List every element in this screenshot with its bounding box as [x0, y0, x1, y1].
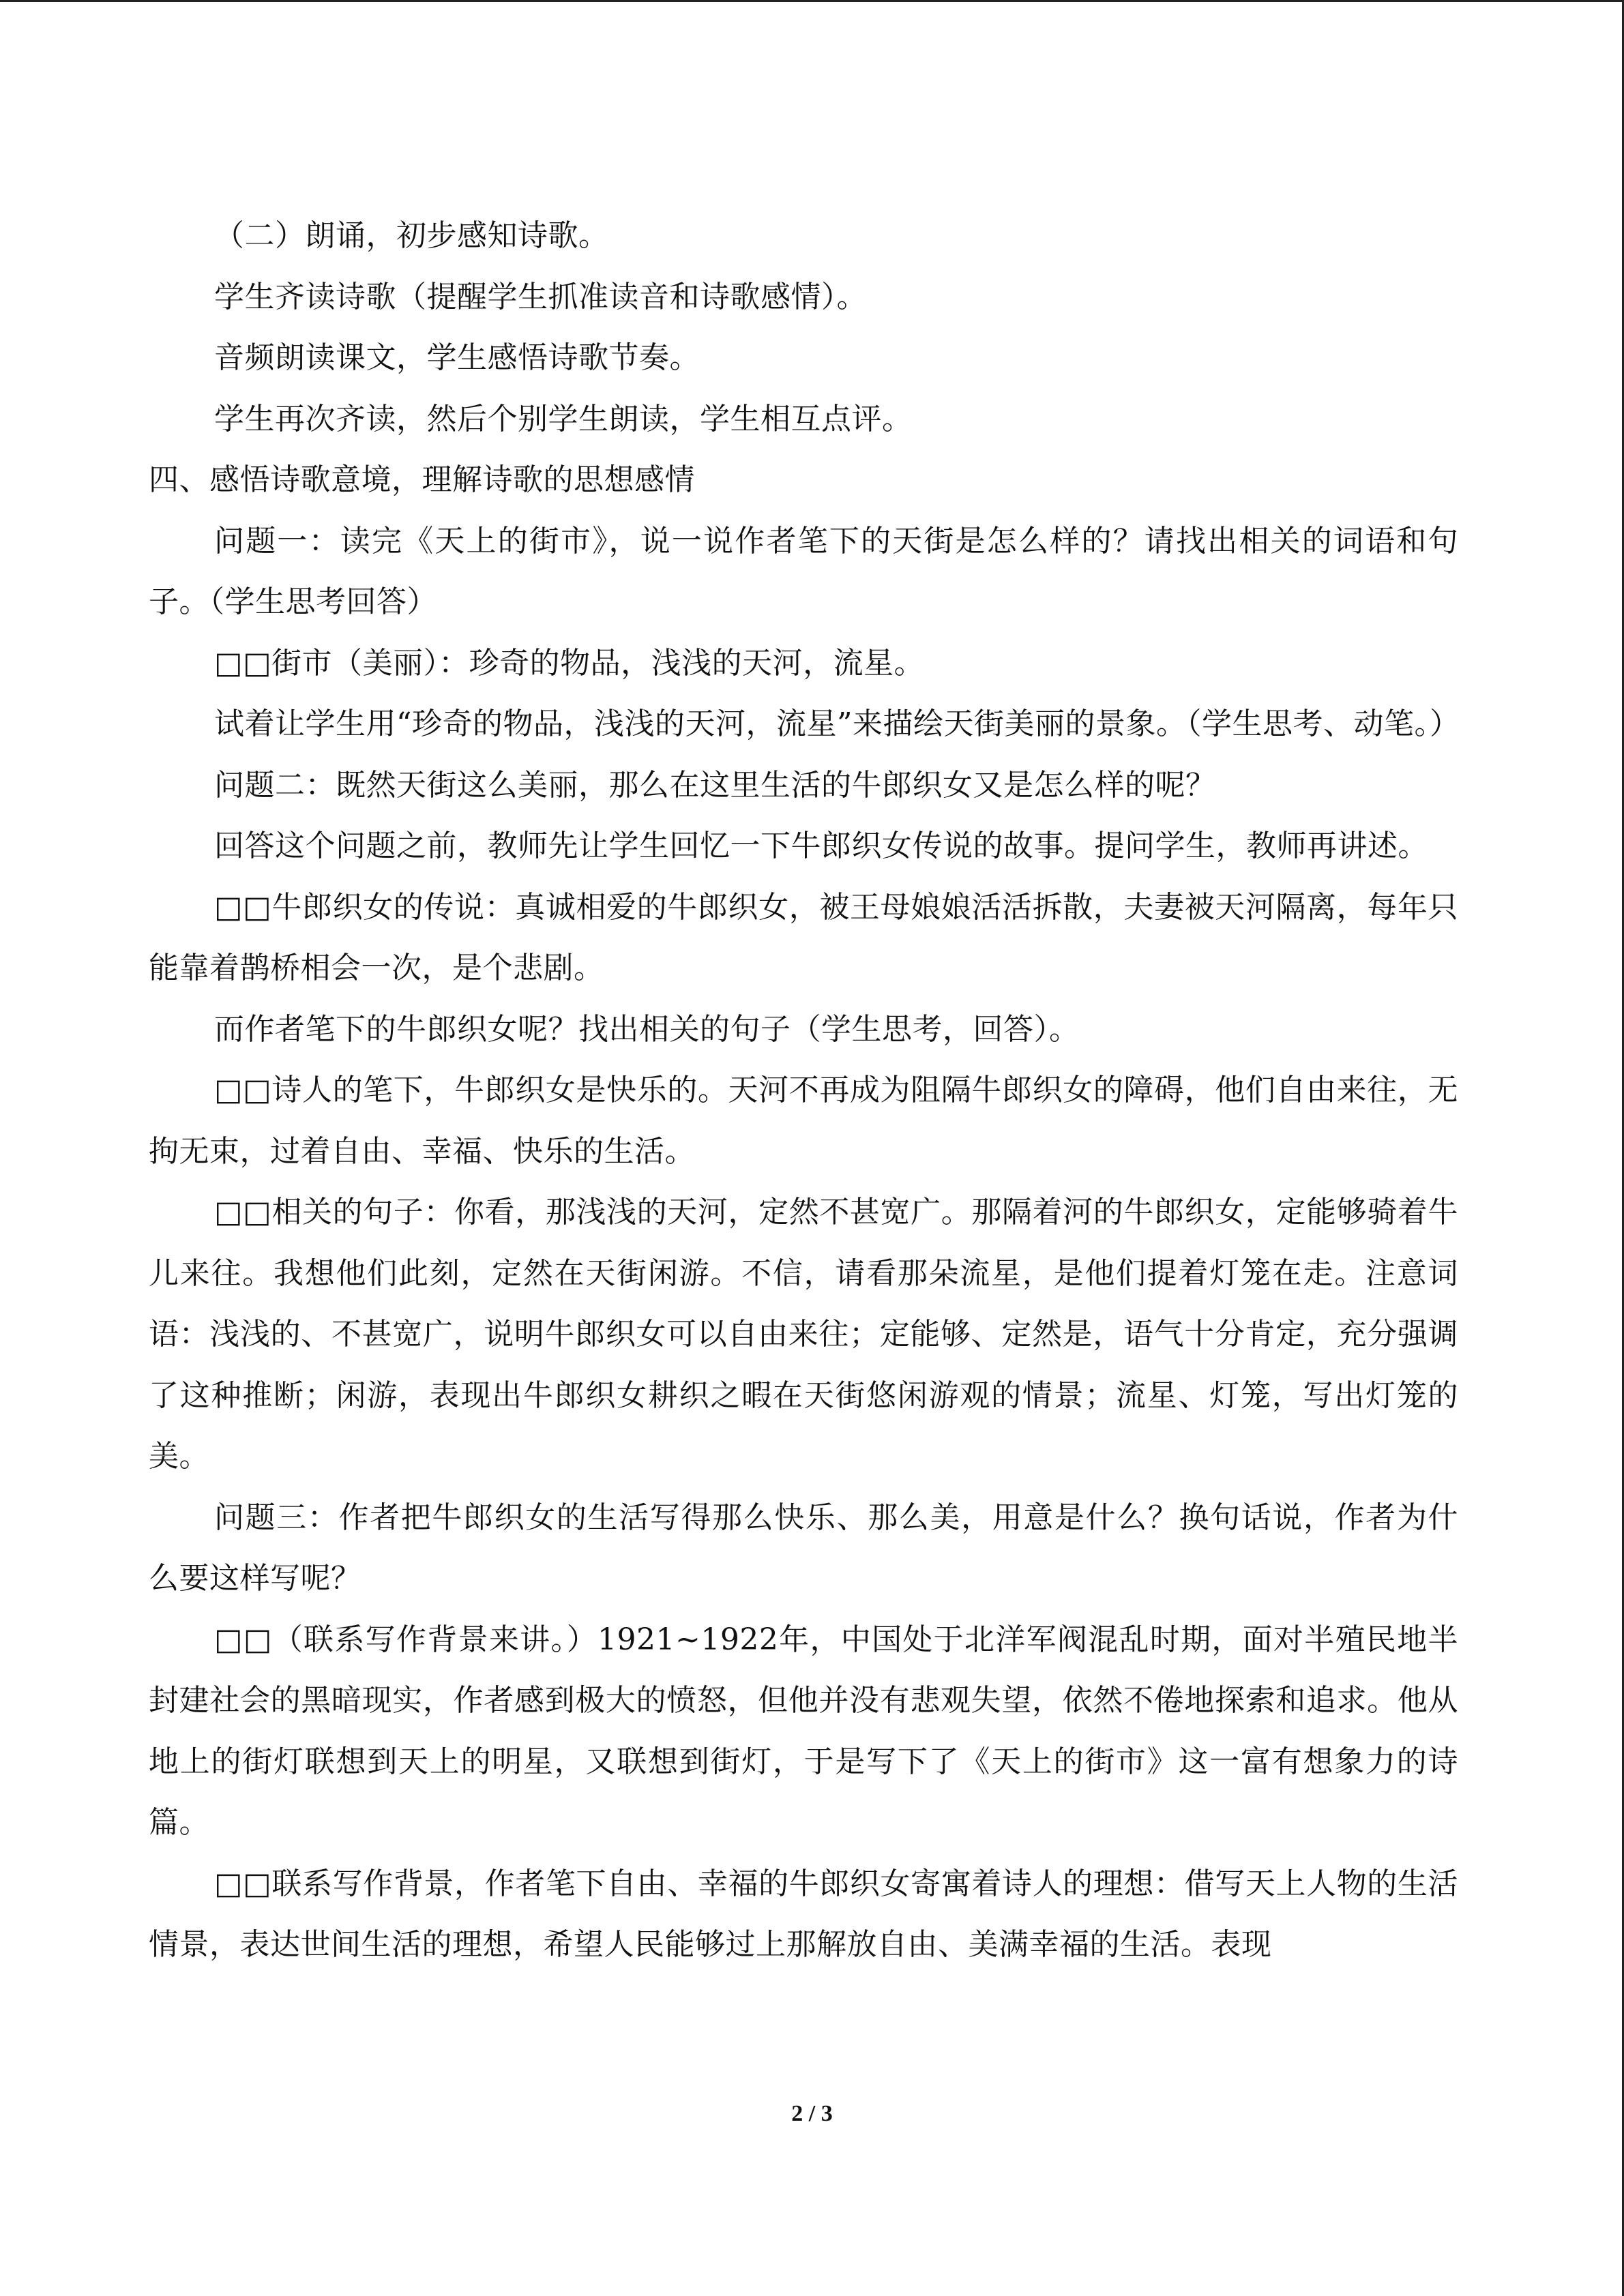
paragraph: （二）朗诵，初步感知诗歌。	[214, 218, 609, 253]
paragraph: 学生齐读诗歌（提醒学生抓准读音和诗歌感情）。	[214, 279, 867, 314]
paragraph: 而作者笔下的牛郎织女呢？找出相关的句子（学生思考，回答）。	[214, 1011, 1080, 1047]
paragraph: 学生再次齐读，然后个别学生朗读，学生相互点评。	[214, 401, 913, 436]
paragraph: 问题一：读完《天上的街市》，说一说作者笔下的天街是怎么样的？请找出相关的词语和句子。（学生思考回答）	[149, 523, 1458, 619]
paragraph: □□联系写作背景，作者笔下自由、幸福的牛郎织女寄寓着诗人的理想：借写天上人物的生活情景，表达世间生活的理想，希望人民能够过上那解放自由、美满幸福的生活。表现	[149, 1866, 1458, 1962]
paragraph: □□相关的句子：你看，那浅浅的天河，定然不甚宽广。那隔着河的牛郎织女，定能够骑着牛儿来往。我想他们此刻，定然在天街闲游。不信，请看那朵流星，是他们提着灯笼在走。注意词语：浅浅的、不甚宽广，说明牛郎织女可以自由来往；定能够、定然是，语气十分肯定，充分强调了这种推断；闲游，表现出牛郎织女耕织之暇在天街悠闲游观的情景；流星、灯笼，写出灯笼的美。	[149, 1195, 1458, 1474]
paragraph: □□（联系写作背景来讲。）1921~1922年，中国处于北洋军阀混乱时期，面对半殖民地半封建社会的黑暗现实，作者感到极大的愤怒，但他并没有悲观失望，依然不倦地探索和追求。他从地上的街灯联想到天上的明星，又联想到街灯，于是写下了《天上的街市》这一富有想象力的诗篇。	[149, 1622, 1458, 1840]
paragraph: 回答这个问题之前，教师先让学生回忆一下牛郎织女传说的故事。提问学生，教师再讲述。	[214, 829, 1428, 863]
paragraph: 问题三：作者把牛郎织女的生活写得那么快乐、那么美，用意是什么？换句话说，作者为什么要这样写呢？	[149, 1500, 1458, 1596]
paragraph: 试着让学生用“珍奇的物品，浅浅的天河，流星”来描绘天街美丽的景象。（学生思考、动笔。）	[214, 706, 1460, 741]
paragraph: 问题二：既然天街这么美丽，那么在这里生活的牛郎织女又是怎么样的呢？	[214, 767, 1216, 803]
section-heading: 四、感悟诗歌意境，理解诗歌的思想感情	[149, 462, 695, 497]
document-body	[149, 205, 1458, 1976]
page-number: 2 / 3	[791, 2101, 833, 2126]
paragraph: □□街市（美丽）：珍奇的物品，浅浅的天河，流星。	[214, 645, 925, 681]
paragraph: □□牛郎织女的传说：真诚相爱的牛郎织女，被王母娘娘活活拆散，夫妻被天河隔离，每年只能靠着鹊桥相会一次，是个悲剧。	[149, 889, 1458, 985]
paragraph: 音频朗读课文，学生感悟诗歌节奏。	[214, 340, 700, 375]
paragraph: □□诗人的笔下，牛郎织女是快乐的。天河不再成为阻隔牛郎织女的障碍，他们自由来往，无拘无束，过着自由、幸福、快乐的生活。	[149, 1073, 1458, 1169]
